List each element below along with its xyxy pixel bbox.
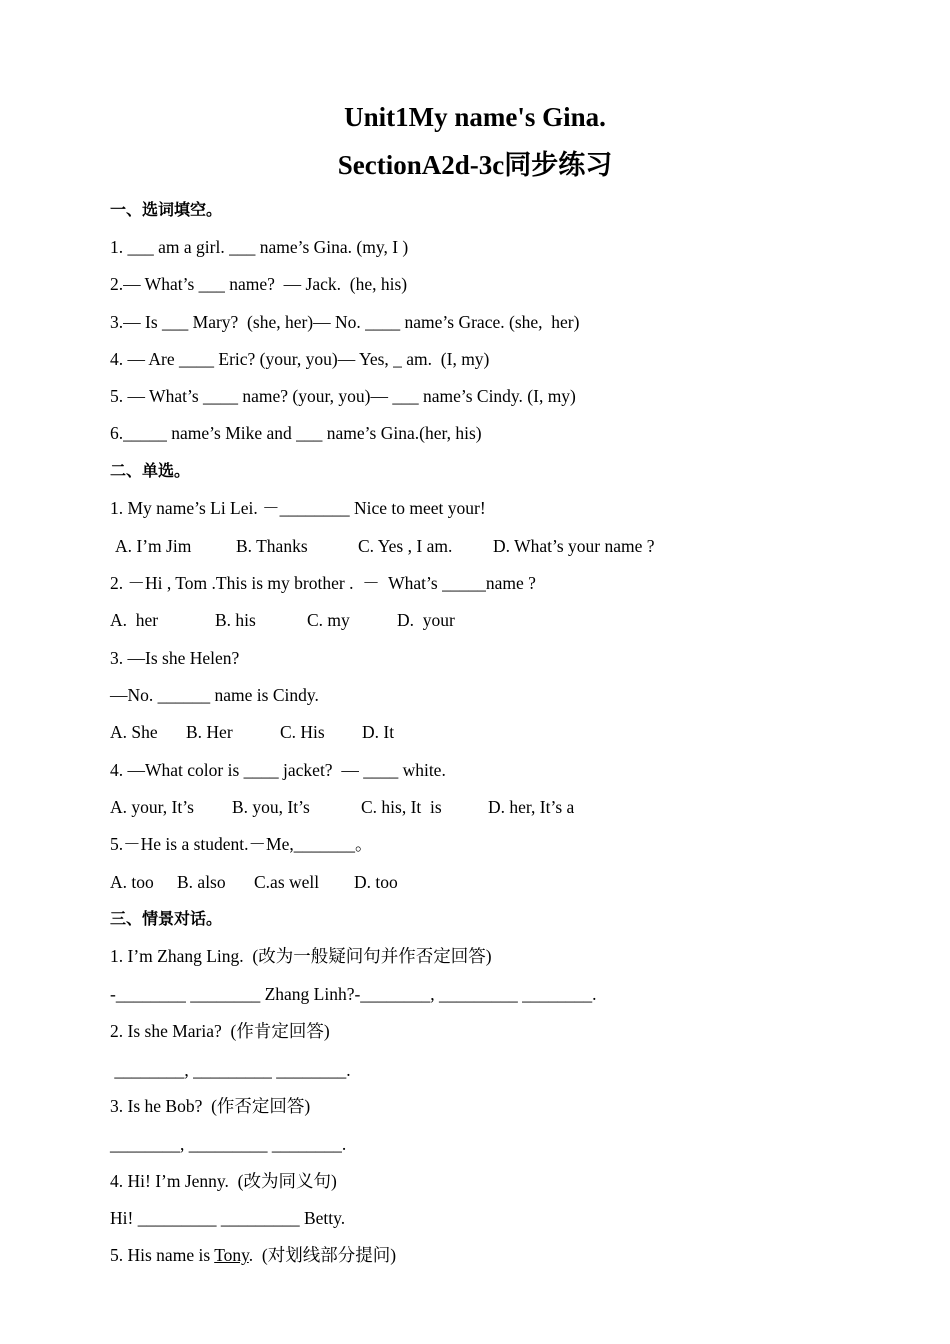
section-2-heading: 二、单选。 — [110, 461, 191, 480]
mc-q5-option-c: C.as well — [254, 872, 320, 892]
fill-item-3: 3.— Is ___ Mary? (she, her)— No. ____ name’s Grace. (she, her) — [110, 312, 580, 332]
mc-question-4: 4. —What color is ____ jacket? — ____ white. — [110, 760, 446, 780]
mc-q4-option-b: B. you, It’s — [232, 797, 310, 817]
dialog-prompt-3: 3. Is he Bob? (作否定回答) — [110, 1096, 311, 1116]
dialog-answer-2: ________, _________ ________. — [110, 1060, 351, 1080]
mc-q3-option-d: D. It — [362, 722, 395, 742]
dialog-prompt-5-underlined: Tony — [214, 1245, 249, 1265]
mc-q5-option-d: D. too — [354, 872, 398, 892]
mc-q4-option-d: D. her, It’s a — [488, 797, 575, 817]
fill-item-1: 1. ___ am a girl. ___ name’s Gina. (my, I ) — [110, 237, 409, 257]
mc-question-2: 2. －Hi , Tom .This is my brother . － What’s _____name ? — [110, 573, 536, 593]
mc-q1-option-a: A. I’m Jim — [115, 536, 192, 556]
mc-q2-option-b: B. his — [215, 610, 256, 630]
mc-q3-option-a: A. She — [110, 722, 158, 742]
mc-q3-option-c: C. His — [280, 722, 325, 742]
page-title: Unit1My name's Gina. — [344, 102, 606, 132]
mc-q3-option-b: B. Her — [186, 722, 233, 742]
mc-q4-option-a: A. your, It’s — [110, 797, 194, 817]
mc-q2-option-d: D. your — [397, 610, 455, 630]
mc-question-3-reply: —No. ______ name is Cindy. — [110, 685, 319, 705]
fill-item-5: 5. — What’s ____ name? (your, you)— ___ name’s Cindy. (I, my) — [110, 386, 576, 406]
dialog-answer-1: -________ ________ Zhang Linh?-________, _________ ________. — [110, 984, 597, 1004]
dialog-answer-3: ________, _________ ________. — [110, 1134, 347, 1154]
mc-q5-option-b: B. also — [177, 872, 226, 892]
section-3-heading: 三、情景对话。 — [110, 909, 223, 928]
mc-q4-option-c: C. his, It is — [361, 797, 442, 817]
mc-question-5: 5.－He is a student.－Me,_______。 — [110, 834, 373, 854]
mc-q5-option-a: A. too — [110, 872, 154, 892]
dialog-prompt-4: 4. Hi! I’m Jenny. (改为同义句) — [110, 1171, 337, 1191]
section-1-heading: 一、选词填空。 — [110, 200, 223, 219]
mc-q1-option-d: D. What’s your name ? — [493, 536, 655, 556]
mc-q2-option-a: A. her — [110, 610, 159, 630]
mc-question-1: 1. My name’s Li Lei. －________ Nice to meet your! — [110, 498, 486, 518]
dialog-answer-4: Hi! _________ _________ Betty. — [110, 1208, 346, 1228]
dialog-prompt-5-suffix: . (对划线部分提问) — [248, 1245, 397, 1265]
mc-q2-option-c: C. my — [307, 610, 350, 630]
mc-q1-option-c: C. Yes , I am. — [358, 536, 453, 556]
fill-item-2: 2.— What’s ___ name? — Jack. (he, his) — [110, 274, 408, 294]
dialog-prompt-1: 1. I’m Zhang Ling. (改为一般疑问句并作否定回答) — [110, 946, 492, 966]
dialog-prompt-5 — [110, 1243, 396, 1267]
fill-item-6: 6._____ name’s Mike and ___ name’s Gina.(her, his) — [110, 423, 482, 443]
mc-question-3: 3. —Is she Helen? — [110, 648, 240, 668]
page-subtitle: SectionA2d-3c同步练习 — [337, 150, 613, 180]
fill-item-4: 4. — Are ____ Eric? (your, you)— Yes, _ am. (I, my) — [110, 349, 490, 369]
dialog-prompt-2: 2. Is she Maria? (作肯定回答) — [110, 1021, 330, 1041]
dialog-prompt-5-prefix: 5. His name is — [110, 1245, 215, 1265]
mc-q1-option-b: B. Thanks — [236, 536, 308, 556]
